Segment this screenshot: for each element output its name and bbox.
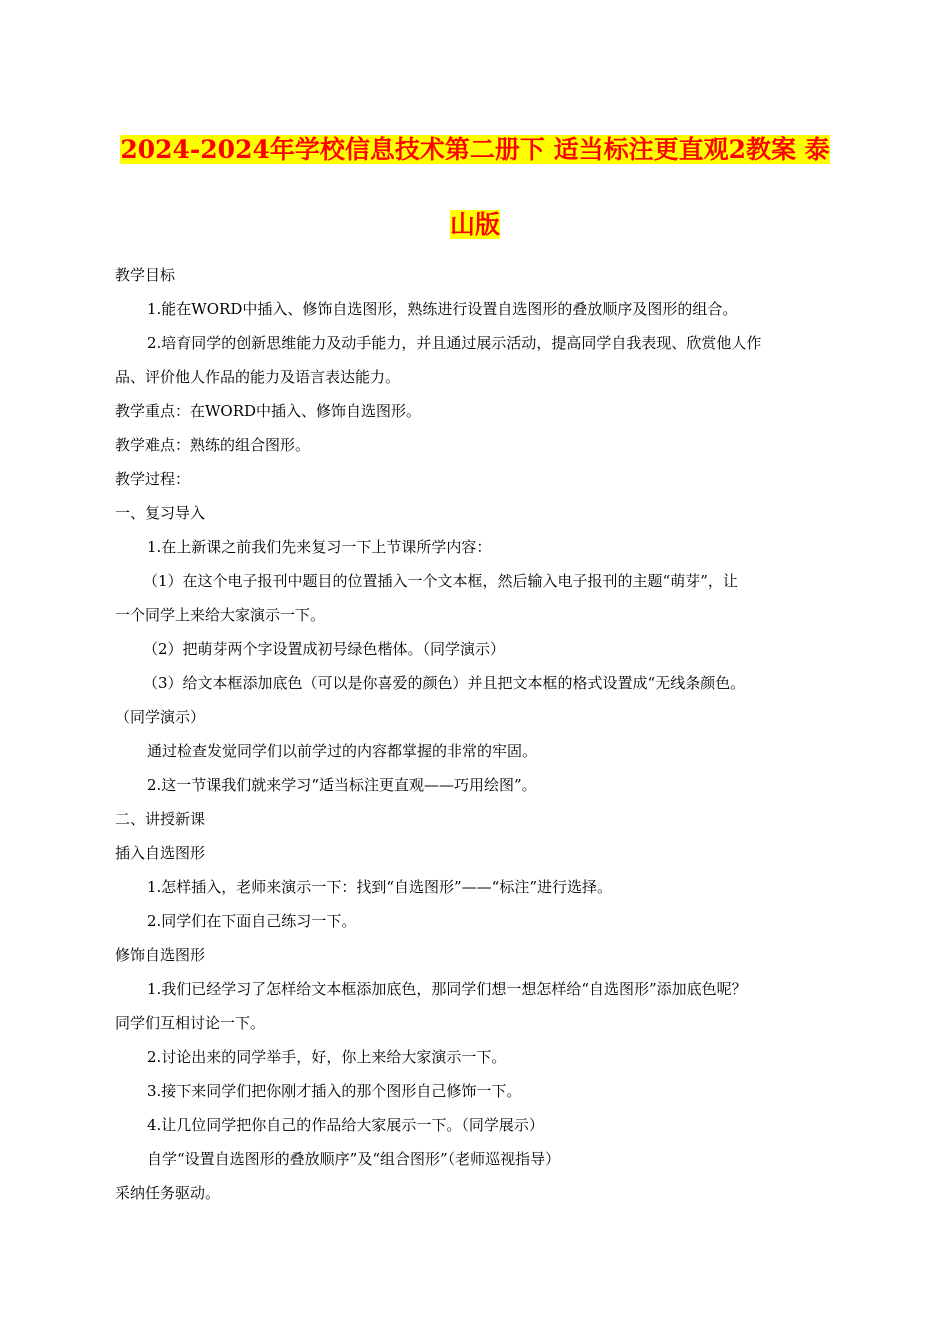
paragraph-line: 2.讨论出来的同学举手，好，你上来给大家演示一下。 (147, 1048, 507, 1066)
paragraph-line: （同学演示） (115, 708, 206, 726)
title-text-1: 2024-2024年学校信息技术第二册下 适当标注更直观2教案 泰 (120, 135, 830, 164)
paragraph-line: 4.让几位同学把你自己的作品给大家展示一下。（同学展示） (147, 1116, 544, 1134)
paragraph-line: 采纳任务驱动。 (115, 1184, 221, 1202)
heading-teaching-goals: 教学目标 (115, 266, 176, 284)
document-title-line-1 (0, 133, 950, 167)
paragraph-line: 2.这一节课我们就来学习“适当标注更直观——巧用绘图”。 (147, 776, 537, 794)
paragraph-line: 1.能在WORD中插入、修饰自选图形，熟练进行设置自选图形的叠放顺序及图形的组合。 (147, 300, 738, 318)
teaching-difficulty: 教学难点：熟练的组合图形。 (115, 436, 311, 454)
paragraph-line: （1）在这个电子报刊中题目的位置插入一个文本框，然后输入电子报刊的主题“萌芽”，让 (143, 572, 738, 590)
paragraph-line: 1.怎样插入，老师来演示一下：找到“自选图形”——“标注”进行选择。 (147, 878, 612, 896)
paragraph-line: 通过检查发觉同学们以前学过的内容都掌握的非常的牢固。 (147, 742, 538, 760)
paragraph-line: 1.在上新课之前我们先来复习一下上节课所学内容： (147, 538, 492, 556)
paragraph-line: 1.我们已经学习了怎样给文本框添加底色，那同学们想一想怎样给“自选图形”添加底色呢？ (147, 980, 747, 998)
heading-teaching-process: 教学过程： (115, 470, 191, 488)
paragraph-line: 自学“设置自选图形的叠放顺序”及“组合图形”（老师巡视指导） (147, 1150, 561, 1168)
paragraph-line: 同学们互相讨论一下。 (115, 1014, 266, 1032)
teaching-key-point: 教学重点：在WORD中插入、修饰自选图形。 (115, 402, 422, 420)
document-title-line-2 (0, 208, 950, 242)
paragraph-line: （3）给文本框添加底色（可以是你喜爱的颜色）并且把文本框的格式设置成“无线条颜色。 (143, 674, 746, 692)
paragraph-line: 3.接下来同学们把你刚才插入的那个图形自己修饰一下。 (147, 1082, 522, 1100)
paragraph-line: （2）把萌芽两个字设置成初号绿色楷体。（同学演示） (143, 640, 506, 658)
paragraph-line: 2.同学们在下面自己练习一下。 (147, 912, 357, 930)
section-heading-new-lesson: 二、讲授新课 (115, 810, 206, 828)
section-heading-review: 一、复习导入 (115, 504, 206, 522)
title-text-2: 山版 (449, 210, 500, 239)
subheading-insert-shapes: 插入自选图形 (115, 844, 206, 862)
subheading-decorate-shapes: 修饰自选图形 (115, 946, 206, 964)
paragraph-line: 2.培育同学的创新思维能力及动手能力，并且通过展示活动，提高同学自我表现、欣赏他人作 (147, 334, 762, 352)
paragraph-line: 一个同学上来给大家演示一下。 (115, 606, 326, 624)
document-body (115, 258, 840, 1210)
paragraph-line: 品、评价他人作品的能力及语言表达能力。 (115, 368, 401, 386)
